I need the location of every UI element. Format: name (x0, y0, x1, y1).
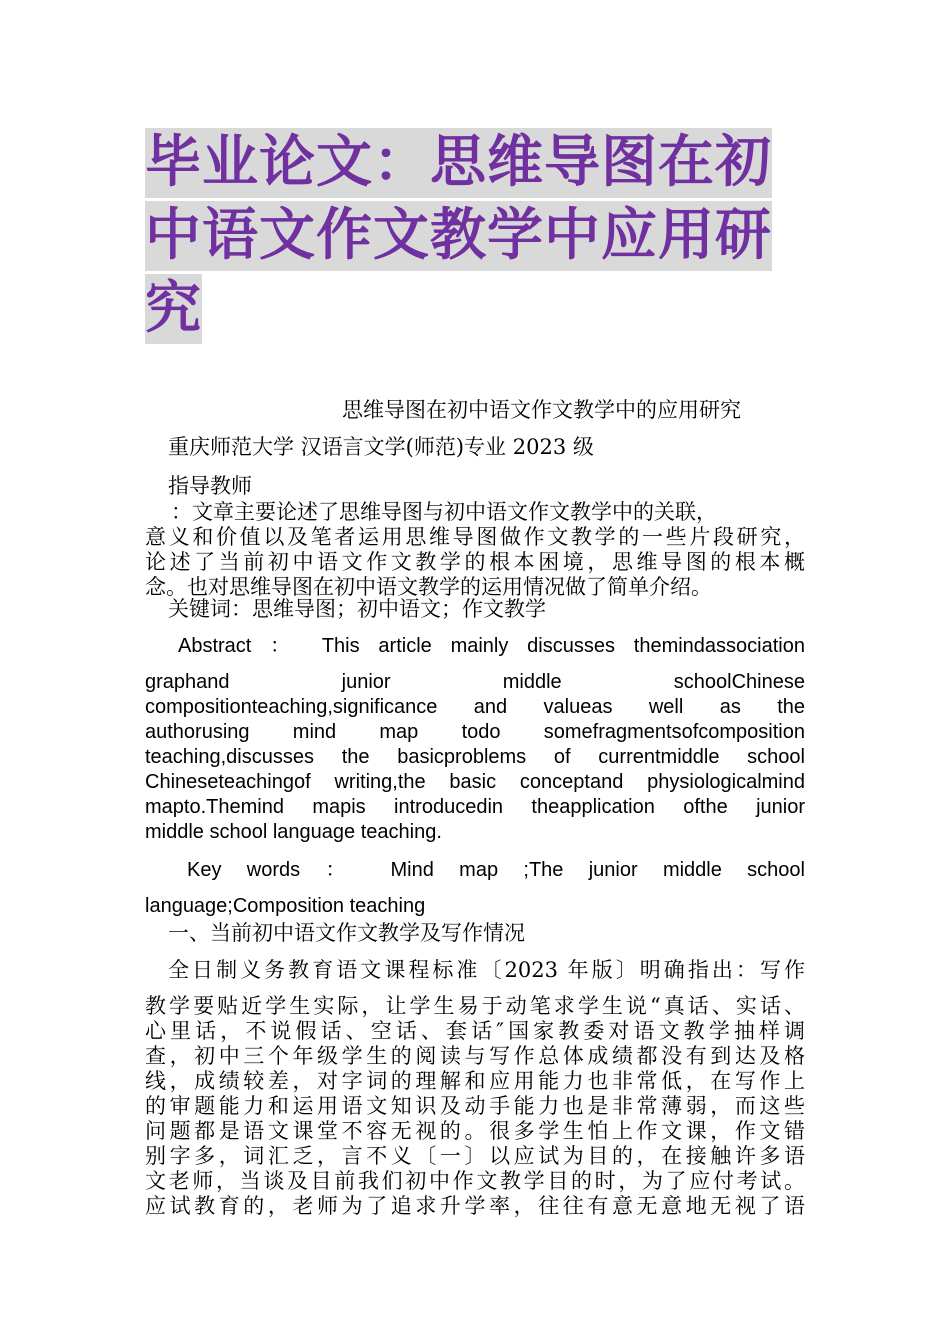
abstract-en-line: authorusing mind map todo somefragmentsofcomposition (145, 721, 805, 743)
body-line: 问题都是语文课堂不容无视的。很多学生怕上作文课，作文错 (145, 1119, 805, 1143)
document-title (145, 128, 825, 347)
body-line: 文老师，当谈及目前我们初中作文教学目的时，为了应付考试。 (145, 1169, 805, 1193)
keywords-en (145, 858, 805, 919)
advisor-label: 指导教师 (168, 474, 252, 498)
body-line: 查，初中三个年级学生的阅读与写作总体成绩都没有到达及格 (145, 1044, 805, 1068)
keywords-en-line: language;Composition teaching (145, 895, 426, 917)
body-line: 教学要贴近学生实际，让学生易于动笔求学生说“真话、实话、 (145, 994, 805, 1018)
abstract-en-line: mapto.Themind mapis introducedin theapplication ofthe junior (145, 796, 805, 818)
abstract-en-line: Abstract ： This article mainly discusses themindassociation (178, 635, 805, 657)
abstract-en-line: compositionteaching,significance and valueas well as the (145, 696, 805, 718)
body-line: 应试教育的，老师为了追求升学率，往往有意无意地无视了语 (145, 1194, 805, 1218)
abstract-cn-line: 念。也对思维导图在初中语文教学的运用情况做了简单介绍。 (145, 575, 712, 599)
abstract-en (145, 634, 805, 845)
abstract-en-line: Chineseteachingof writing,the basic conceptand physiologicalmind (145, 771, 805, 793)
abstract-en-line: teaching,discusses the basicproblems of currentmiddle school (145, 746, 805, 768)
keywords-cn: 关键词：思维导图；初中语文；作文教学 (168, 597, 546, 621)
keywords-en-line: Key words ： Mind map ;The junior middle school (187, 859, 805, 881)
title-line: 毕业论文：思维导图在初 (145, 128, 772, 198)
title-line: 究 (145, 274, 202, 344)
author-line: 重庆师范大学 汉语言文学(师范)专业 2023 级 (168, 435, 594, 459)
title-line: 中语文作文教学中应用研 (145, 201, 772, 271)
abstract-cn (145, 500, 805, 600)
body-first-line: 全日制义务教育语文课程标准〔2023 年版〕明确指出：写作 (168, 958, 805, 982)
body-line: 心里话，不说假话、空话、套话″国家教委对语文教学抽样调 (145, 1019, 805, 1043)
abstract-cn-line: ：文章主要论述了思维导图与初中语文作文教学中的关联， (171, 500, 717, 524)
abstract-cn-line: 意义和价值以及笔者运用思维导图做作文教学的一些片段研究， (145, 525, 805, 549)
abstract-en-line: middle school language teaching. (145, 821, 442, 843)
body-line: 线，成绩较差，对字词的理解和应用能力也非常低，在写作上 (145, 1069, 805, 1093)
body-paragraph (145, 994, 805, 1219)
body-line: 的审题能力和运用语文知识及动手能力也是非常薄弱，而这些 (145, 1094, 805, 1118)
subtitle: 思维导图在初中语文作文教学中的应用研究 (342, 398, 741, 422)
body-line: 别字多，词汇乏，言不义〔一〕以应试为目的，在接触许多语 (145, 1144, 805, 1168)
abstract-cn-line: 论述了当前初中语文作文教学的根本困境，思维导图的根本概 (145, 550, 805, 574)
abstract-en-line: graphand junior middle schoolChinese (145, 671, 805, 693)
section-heading: 一、当前初中语文作文教学及写作情况 (168, 921, 525, 945)
